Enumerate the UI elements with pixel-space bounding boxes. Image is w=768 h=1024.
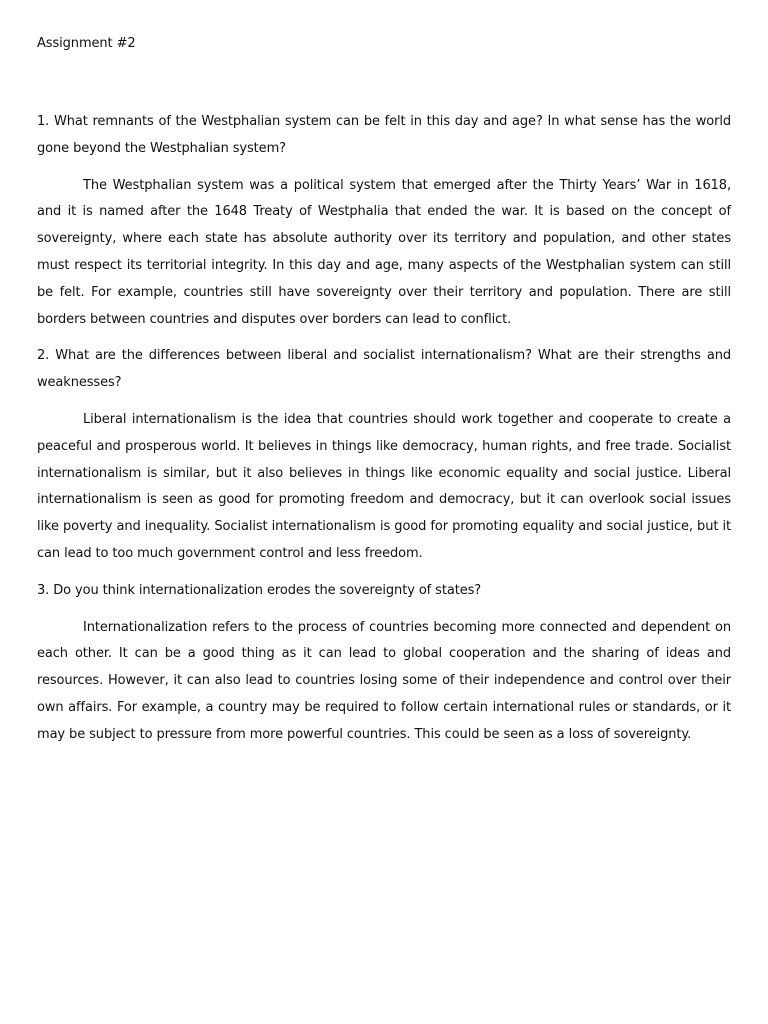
question-2: 2. What are the differences between liberal and socialist internationalism? What are their strengths and weaknesses? (37, 348, 731, 391)
question-1: 1. What remnants of the Westphalian system can be felt in this day and age? In what sense has the world gone beyond the Westphalian system? (37, 114, 731, 156)
document-title: Assignment #2 (37, 36, 136, 51)
answer-2: Liberal internationalism is the idea that countries should work together and cooperate to create a peaceful and prosperous world. It believes in things like democracy, human rights, and free trade. Socialist internationalism is similar, but it also believes in things like economic equality and social justice. Liberal internationalism is seen as good for promoting freedom and democracy, but it can overlook social issues like poverty and inequality. Socialist internationalism is good for promoting equality and social justice, but it can lead to too much government control and less freedom. (37, 411, 731, 561)
document-page (37, 34, 731, 759)
answer-3: Internationalization refers to the process of countries becoming more connected and dependent on each other. It can be a good thing as it can lead to global cooperation and the sharing of ideas and resources. However, it can also lead to countries losing some of their independence and control over their own affairs. For example, a country may be required to follow certain international rules or standards, or it may be subject to pressure from more powerful countries. This could be seen as a loss of sovereignty. (37, 619, 731, 742)
question-3: 3. Do you think internationalization erodes the sovereignty of states? (37, 582, 482, 598)
answer-1: The Westphalian system was a political system that emerged after the Thirty Years’ War in 1618, and it is named after the 1648 Treaty of Westphalia that ended the war. It is based on the concept of sovereignty, where each state has absolute authority over its territory and population, and other states must respect its territorial integrity. In this day and age, many aspects of the Westphalian system can still be felt. For example, countries still have sovereignty over their territory and population. There are still borders between countries and disputes over borders can lead to conflict. (37, 177, 731, 327)
